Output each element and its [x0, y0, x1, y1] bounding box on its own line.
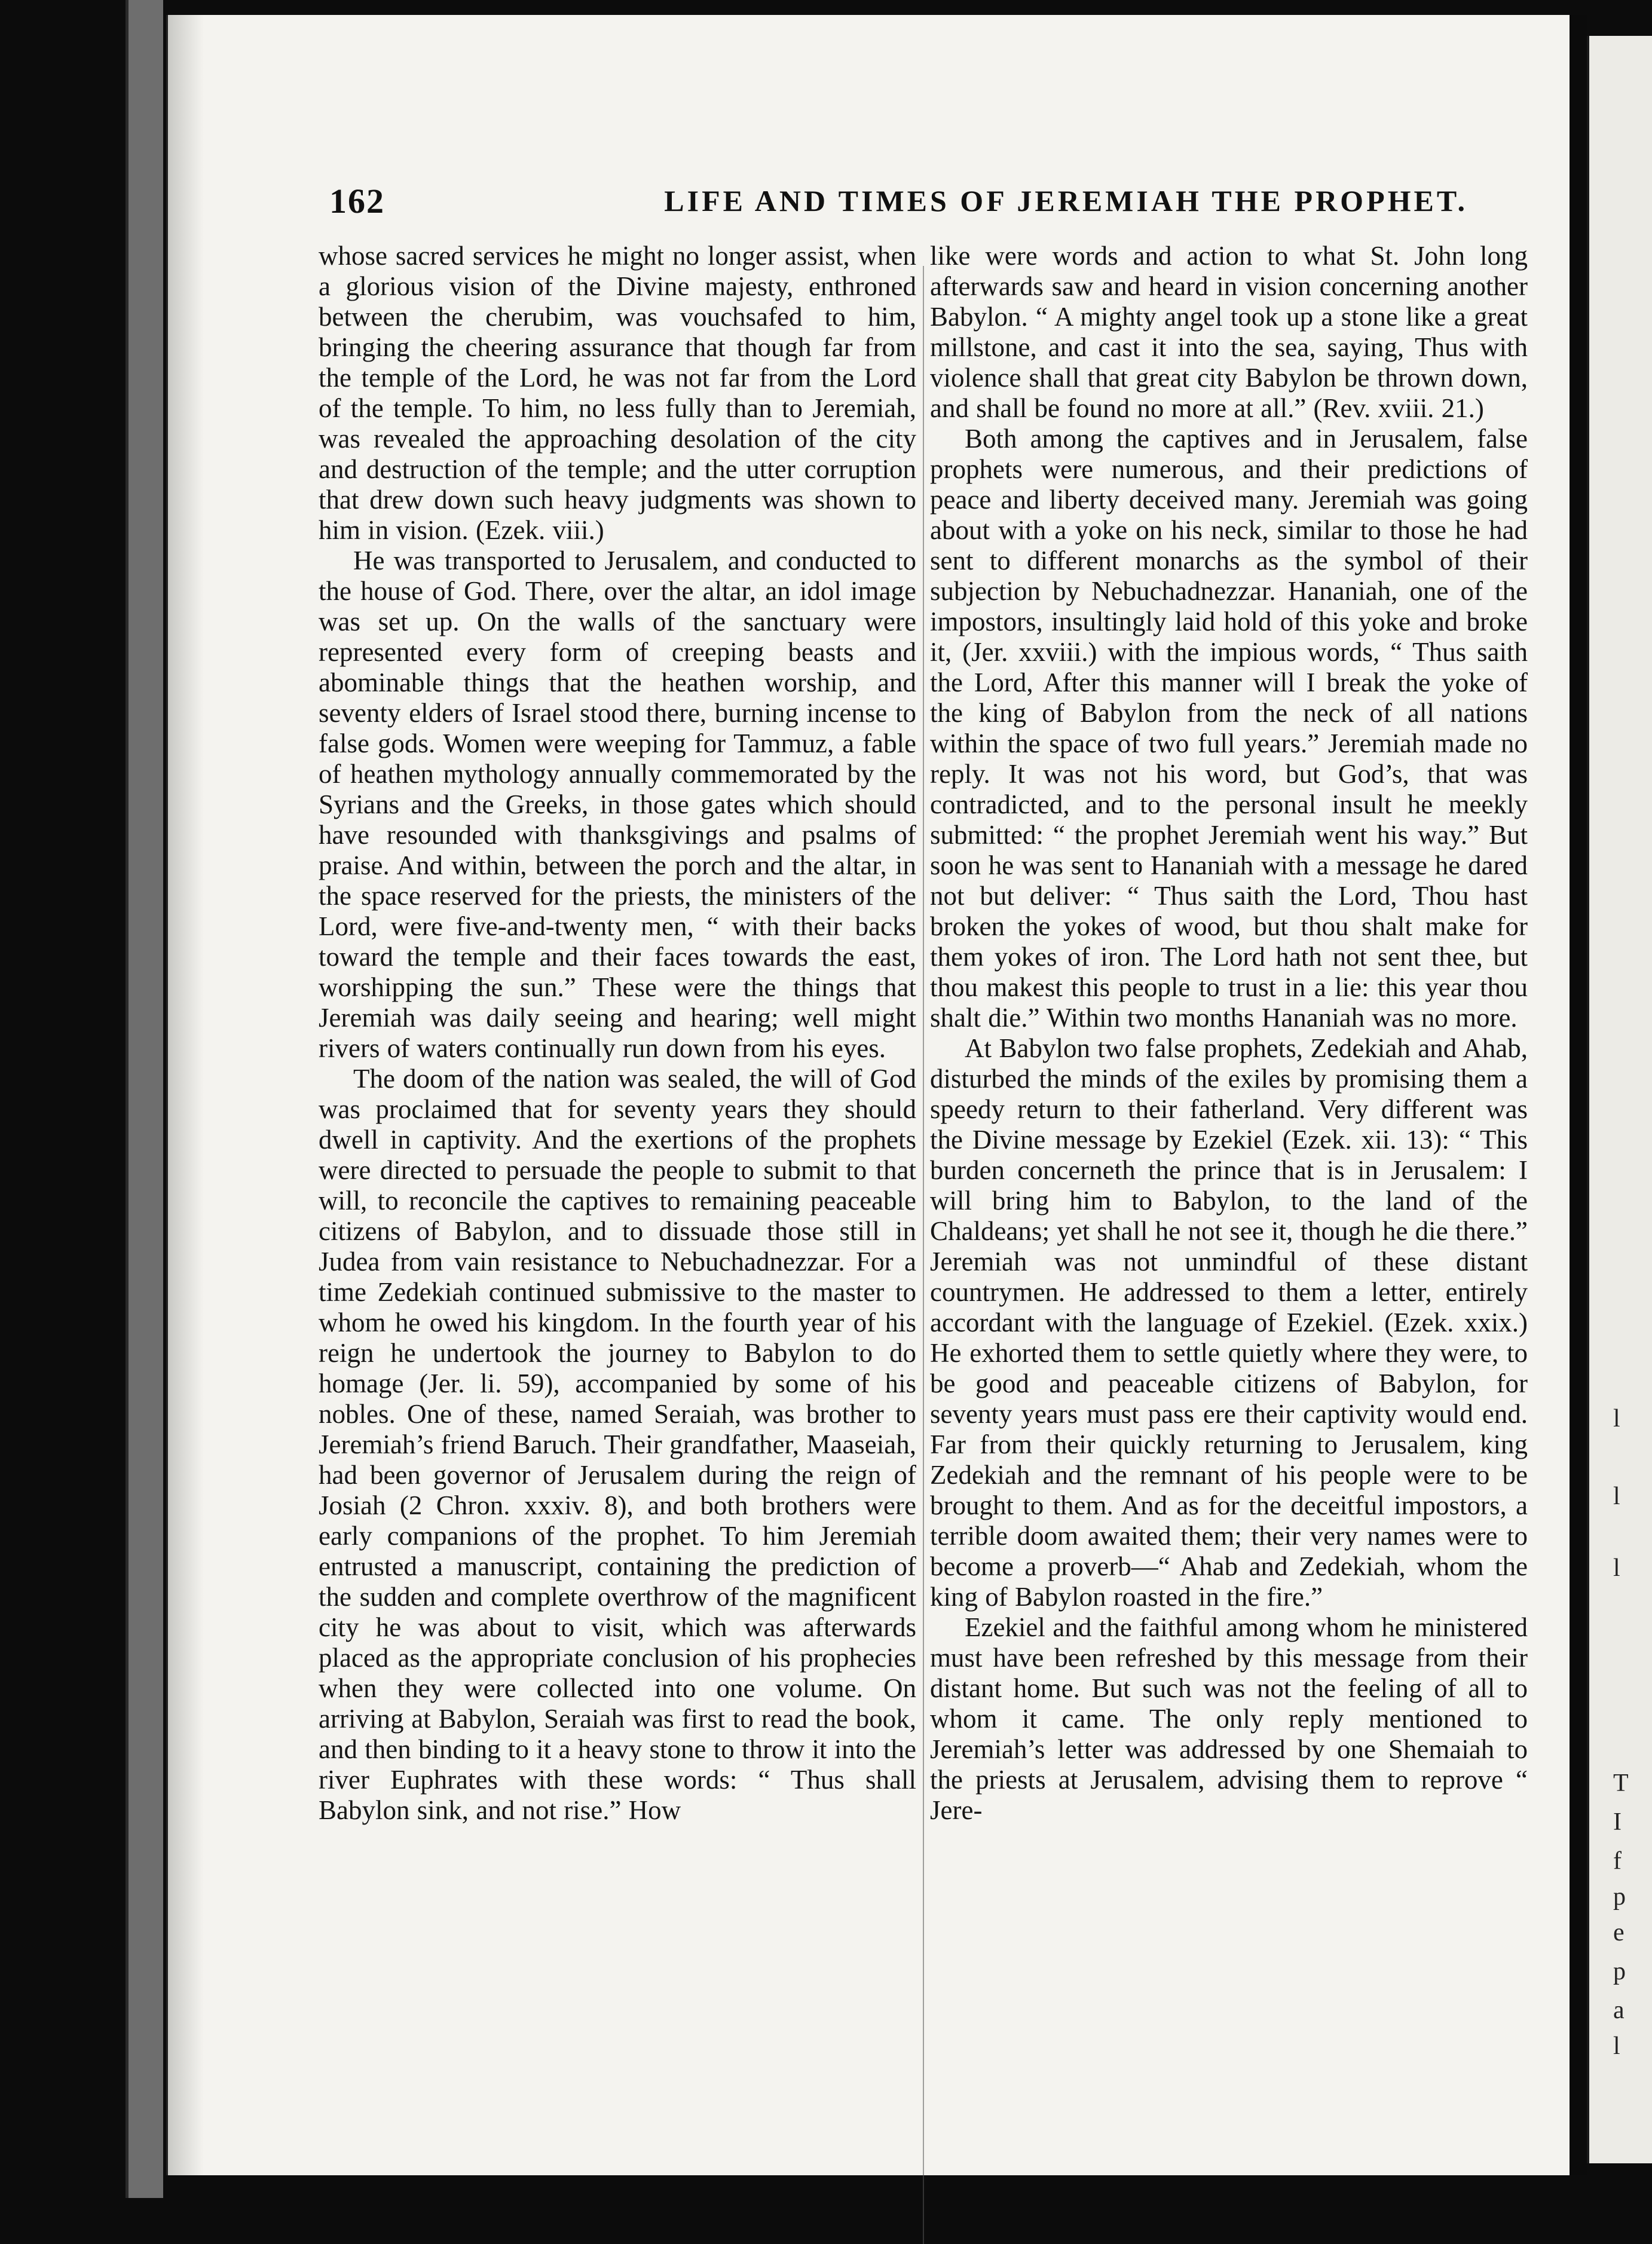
book-page — [166, 15, 1571, 2175]
right-paragraph-3: At Babylon two false prophets, Zedekiah and Ahab, disturbed the minds of the exiles by promising them a speedy return to their fatherland. Very different was the Divine message by Ezekiel (Ezek. xii. 13): “ This burden concerneth the prince that is in Jerusalem: I will bring him to Babylon, to the land of the Chaldeans; yet shall he not see it, though he die there.” Jeremiah was not unmindful of these distant countrymen. He addressed to them a letter, entirely accordant with the language of Ezekiel. (Ezek. xxix.) He exhorted them to settle quietly where they were, to be good and peaceable citizens of Babylon, for seventy years must pass ere their captivity would end. Far from their quickly returning to Jerusalem, king Zedekiah and the remnant of his people were to be brought to them. And as for the deceitful impostors, a terrible doom awaited them; their very names were to become a proverb—“ Ahab and Zedekiah, whom the king of Babylon roasted in the fire.” — [930, 1033, 1528, 1612]
adjacent-fragment: l — [1613, 1483, 1620, 1510]
adjacent-fragment: I — [1613, 1808, 1622, 1836]
page-header — [329, 176, 1468, 230]
adjacent-fragment: a — [1613, 1997, 1625, 2024]
gutter-shadow — [168, 15, 204, 2175]
adjacent-page-sliver — [1587, 36, 1652, 2163]
adjacent-fragment: e — [1613, 1919, 1625, 1946]
running-title: LIFE AND TIMES OF JEREMIAH THE PROPHET. — [664, 184, 1468, 218]
left-paragraph-2: He was transported to Jerusalem, and conducted to the house of God. There, over the altar, an idol image was set up. On the walls of the sanctuary were represented every form of creeping beasts and abominable things that the heathen worship, and seventy elders of Israel stood there, burning incense to false gods. Women were weeping for Tammuz, a fable of heathen mythology annually commemorated by the Syrians and the Greeks, in those gates which should have resounded with thanksgivings and psalms of praise. And within, between the porch and the altar, in the space reserved for the priests, the ministers of the Lord, were five-and-twenty men, “ with their backs toward the temple and their faces towards the east, worshipping the sun.” These were the things that Jeremiah was daily seeing and hearing; well might rivers of waters continually run down from his eyes. — [319, 546, 916, 1063]
adjacent-fragment: T — [1613, 1770, 1629, 1797]
right-paragraph-1: like were words and action to what St. John long afterwards saw and heard in vision concerning another Babylon. “ A mighty angel took up a stone like a great millstone, and cast it into the sea, saying, Thus with violence shall that great city Babylon be thrown down, and shall be found no more at all.” (Rev. xviii. 21.) — [930, 241, 1528, 423]
right-paragraph-2: Both among the captives and in Jerusalem, false prophets were numerous, and their predictions of peace and liberty deceived many. Jeremiah was going about with a yoke on his neck, similar to those he had sent to different monarchs as the symbol of their subjection by Nebuchadnezzar. Hananiah, one of the impostors, insultingly laid hold of this yoke and broke it, (Jer. xxviii.) with the impious words, “ Thus saith the Lord, After this manner will I break the yoke of the king of Babylon from the neck of all nations within the space of two full years.” Jeremiah made no reply. It was not his word, but God’s, that was contradicted, and to the personal insult he meekly submitted: “ the prophet Jeremiah went his way.” But soon he was sent to Hananiah with a message he dared not but deliver: “ Thus saith the Lord, Thou hast broken the yokes of wood, but thou shalt make for them yokes of iron. The Lord hath not sent thee, but thou makest this people to trust in a lie: this year thou shalt die.” Within two months Hananiah was no more. — [930, 424, 1528, 1033]
left-column — [319, 241, 916, 1826]
right-paragraph-4: Ezekiel and the faithful among whom he ministered must have been refreshed by this message from their distant home. But such was not the feeling of all to whom it came. The only reply mentioned to Jeremiah’s letter was addressed by one Shemaiah to the priests at Jerusalem, advising them to reprove “ Jere- — [930, 1612, 1528, 1825]
column-divider — [923, 266, 924, 2244]
adjacent-fragment: p — [1613, 1958, 1626, 1985]
adjacent-fragment: p — [1613, 1883, 1626, 1911]
right-column — [930, 241, 1528, 1826]
left-paragraph-1: whose sacred services he might no longer assist, when a glorious vision of the Divine majesty, enthroned between the cherubim, was vouchsafed to him, bringing the cheering assurance that though far from the temple of the Lord, he was not far from the Lord of the temple. To him, no less fully than to Jeremiah, was revealed the approaching desolation of the city and destruction of the temple; and the utter corruption that drew down such heavy judgments was shown to him in vision. (Ezek. viii.) — [319, 241, 916, 545]
adjacent-fragment: l — [1613, 1405, 1620, 1432]
page-number: 162 — [329, 182, 385, 221]
left-paragraph-3: The doom of the nation was sealed, the will of God was proclaimed that for seventy years they should dwell in captivity. And the exertions of the prophets were directed to persuade the people to submit to that will, to reconcile the captives to remaining peaceable citizens of Babylon, and to dissuade those still in Judea from vain resistance to Nebuchadnezzar. For a time Zedekiah continued submissive to the master to whom he owed his kingdom. In the fourth year of his reign he undertook the journey to Babylon to do homage (Jer. li. 59), accompanied by some of his nobles. One of these, named Seraiah, was brother to Jeremiah’s friend Baruch. Their grandfather, Maaseiah, had been governor of Jerusalem during the reign of Josiah (2 Chron. xxxiv. 8), and both brothers were early companions of the prophet. To him Jeremiah entrusted a manuscript, containing the prediction of the sudden and complete overthrow of the magnificent city he was about to visit, which was afterwards placed as the appropriate conclusion of his prophecies when they were collected into one volume. On arriving at Babylon, Seraiah was first to read the book, and then binding to it a heavy stone to throw it into the river Euphrates with these words: “ Thus shall Babylon sink, and not rise.” How — [319, 1064, 916, 1825]
adjacent-fragment: l — [1613, 2032, 1620, 2060]
adjacent-fragment: f — [1613, 1847, 1622, 1875]
scan-edge-grey — [129, 0, 163, 2198]
adjacent-fragment: l — [1613, 1554, 1620, 1582]
page-gap — [1570, 15, 1587, 2175]
